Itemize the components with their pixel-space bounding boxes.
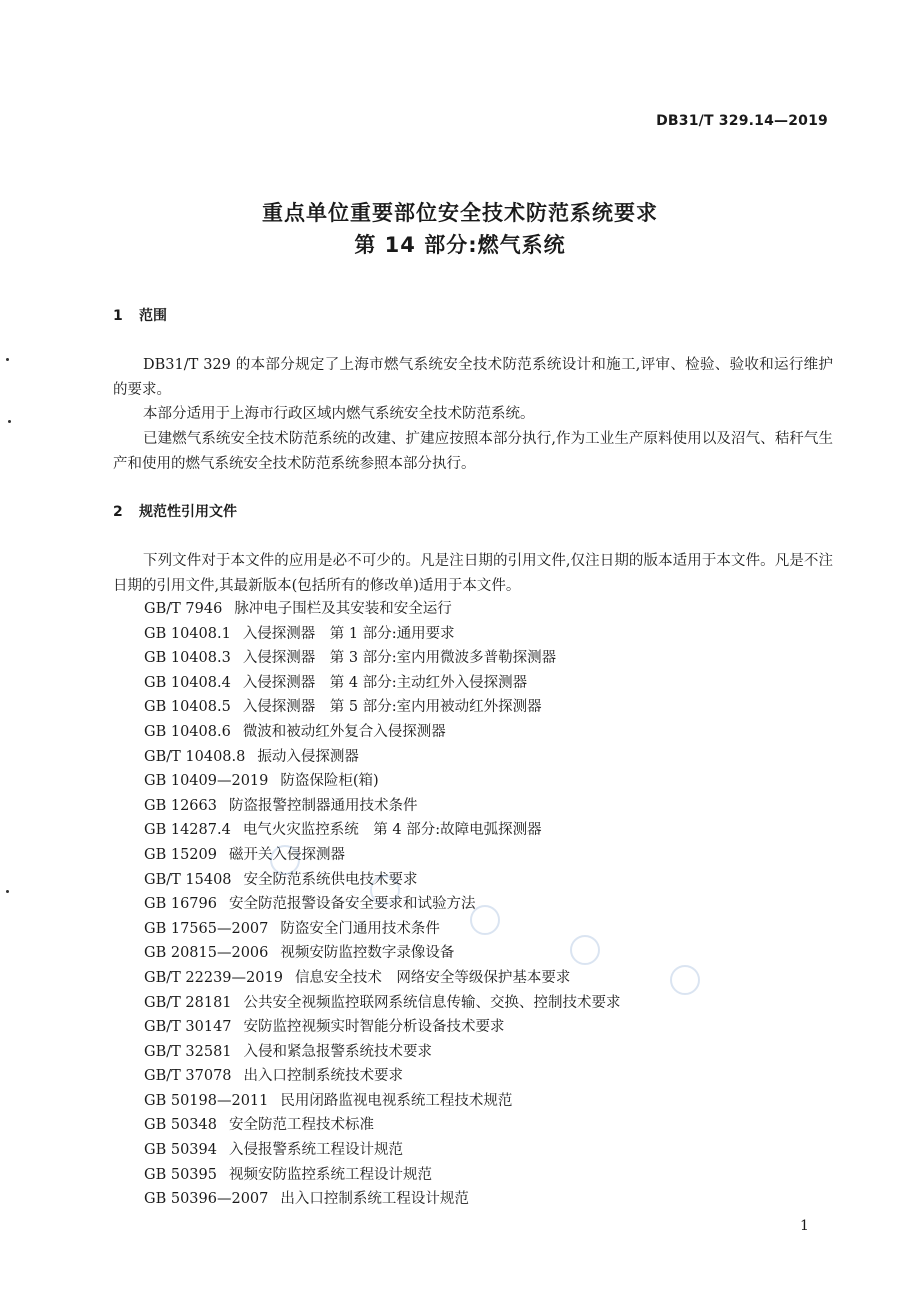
reference-item [144, 720, 621, 745]
section-1-heading [113, 305, 167, 325]
title-line-2: 第 14 部分:燃气系统 [354, 233, 566, 257]
reference-code: GB/T 37078 [144, 1068, 232, 1085]
reference-item [144, 745, 621, 770]
reference-name: 安防监控视频实时智能分析设备技术要求 [243, 1019, 505, 1036]
section-2-number: 2 [113, 504, 123, 520]
reference-code: GB 17565—2007 [144, 920, 269, 937]
section-1-title: 范围 [139, 308, 167, 324]
reference-item [144, 1015, 621, 1040]
reference-name: 入侵探测器 第 5 部分:室内用被动红外探测器 [242, 699, 542, 716]
reference-code: GB 14287.4 [144, 822, 231, 839]
reference-item [144, 1113, 621, 1138]
reference-name: 视频安防监控系统工程设计规范 [228, 1166, 432, 1183]
reference-code: GB 50394 [144, 1142, 217, 1159]
reference-code: GB/T 32581 [144, 1043, 232, 1060]
margin-mark [6, 358, 9, 361]
reference-code: GB 15209 [144, 846, 217, 863]
reference-code: GB/T 7946 [144, 601, 223, 617]
reference-item [144, 1163, 621, 1188]
reference-name: 入侵探测器 第 4 部分:主动红外入侵探测器 [242, 674, 528, 691]
section-1-number: 1 [113, 308, 123, 324]
reference-name: 安全防范工程技术标准 [228, 1117, 374, 1134]
reference-item [144, 941, 621, 966]
reference-code: GB/T 30147 [144, 1019, 232, 1036]
section-2-intro: 下列文件对于本文件的应用是必不可少的。凡是注日期的引用文件,仅注日期的版本适用于本文件。凡是不注日期的引用文件,其最新版本(包括所有的修改单)适用于本文件。 [113, 553, 833, 594]
reference-name: 公共安全视频监控联网系统信息传输、交换、控制技术要求 [243, 994, 621, 1011]
reference-code: GB 10409—2019 [144, 773, 269, 790]
reference-code: GB 50348 [144, 1117, 217, 1134]
title-line-1: 重点单位重要部位安全技术防范系统要求 [262, 201, 658, 225]
reference-name: 视频安防监控数字录像设备 [280, 945, 455, 962]
reference-code: GB 10408.5 [144, 699, 231, 716]
reference-code: GB/T 15408 [144, 871, 232, 888]
reference-name: 防盗报警控制器通用技术条件 [228, 797, 418, 814]
reference-name: 民用闭路监视电视系统工程技术规范 [280, 1092, 513, 1109]
reference-name: 脉冲电子围栏及其安装和安全运行 [234, 601, 452, 617]
reference-item [144, 1064, 621, 1089]
reference-item [144, 1187, 621, 1212]
reference-name: 防盗安全门通用技术条件 [280, 920, 440, 937]
reference-item [144, 622, 621, 647]
reference-item [144, 991, 621, 1016]
reference-code: GB/T 10408.8 [144, 748, 246, 765]
reference-name: 信息安全技术 网络安全等级保护基本要求 [294, 969, 571, 986]
reference-code: GB 50396—2007 [144, 1191, 269, 1208]
reference-name: 磁开关入侵探测器 [228, 846, 345, 863]
reference-name: 安全防范报警设备安全要求和试验方法 [228, 896, 476, 913]
reference-item [144, 1138, 621, 1163]
page-number: 1 [800, 1218, 809, 1234]
reference-name: 出入口控制系统工程设计规范 [280, 1191, 469, 1208]
section-2-heading [113, 501, 237, 521]
reference-item [144, 843, 621, 868]
reference-item [144, 671, 621, 696]
margin-mark [6, 890, 9, 893]
reference-code: GB 10408.4 [144, 674, 231, 691]
reference-name: 电气火灾监控系统 第 4 部分:故障电弧探测器 [242, 822, 542, 839]
section-1-paragraph-2: 本部分适用于上海市行政区域内燃气系统安全技术防范系统。 [143, 406, 535, 422]
reference-item [144, 646, 621, 671]
reference-item [144, 769, 621, 794]
reference-code: GB/T 22239—2019 [144, 969, 283, 986]
section-1-paragraph-1: DB31/T 329 的本部分规定了上海市燃气系统安全技术防范系统设计和施工,评审、检验、验收和运行维护的要求。 [113, 357, 833, 398]
reference-name: 入侵探测器 第 3 部分:室内用微波多普勒探测器 [242, 650, 557, 667]
margin-mark [8, 420, 11, 423]
reference-item [144, 695, 621, 720]
reference-code: GB/T 28181 [144, 994, 232, 1011]
reference-item [144, 966, 621, 991]
reference-code: GB 10408.1 [144, 625, 231, 642]
reference-list [144, 597, 621, 1212]
reference-item [144, 892, 621, 917]
reference-code: GB 10408.6 [144, 723, 231, 740]
reference-item [144, 597, 621, 622]
reference-item [144, 818, 621, 843]
reference-code: GB 20815—2006 [144, 945, 269, 962]
reference-name: 振动入侵探测器 [257, 748, 359, 765]
section-2-title: 规范性引用文件 [139, 504, 237, 520]
reference-code: GB 16796 [144, 896, 217, 913]
standard-code: DB31/T 329.14—2019 [656, 113, 828, 129]
reference-name: 入侵报警系统工程设计规范 [228, 1142, 403, 1159]
reference-code: GB 10408.3 [144, 650, 231, 667]
reference-name: 入侵探测器 第 1 部分:通用要求 [242, 625, 455, 642]
reference-code: GB 50395 [144, 1166, 217, 1183]
reference-name: 出入口控制系统技术要求 [243, 1068, 404, 1085]
reference-name: 安全防范系统供电技术要求 [243, 871, 418, 888]
reference-item [144, 794, 621, 819]
reference-name: 微波和被动红外复合入侵探测器 [242, 723, 446, 740]
reference-name: 入侵和紧急报警系统技术要求 [243, 1043, 433, 1060]
reference-item [144, 1040, 621, 1065]
reference-item [144, 917, 621, 942]
reference-item [144, 868, 621, 893]
reference-code: GB 50198—2011 [144, 1092, 269, 1109]
reference-name: 防盗保险柜(箱) [280, 773, 379, 790]
reference-code: GB 12663 [144, 797, 217, 814]
section-1-paragraph-3: 已建燃气系统安全技术防范系统的改建、扩建应按照本部分执行,作为工业生产原料使用以及沼气、秸秆气生产和使用的燃气系统安全技术防范系统参照本部分执行。 [113, 431, 833, 472]
reference-item [144, 1089, 621, 1114]
